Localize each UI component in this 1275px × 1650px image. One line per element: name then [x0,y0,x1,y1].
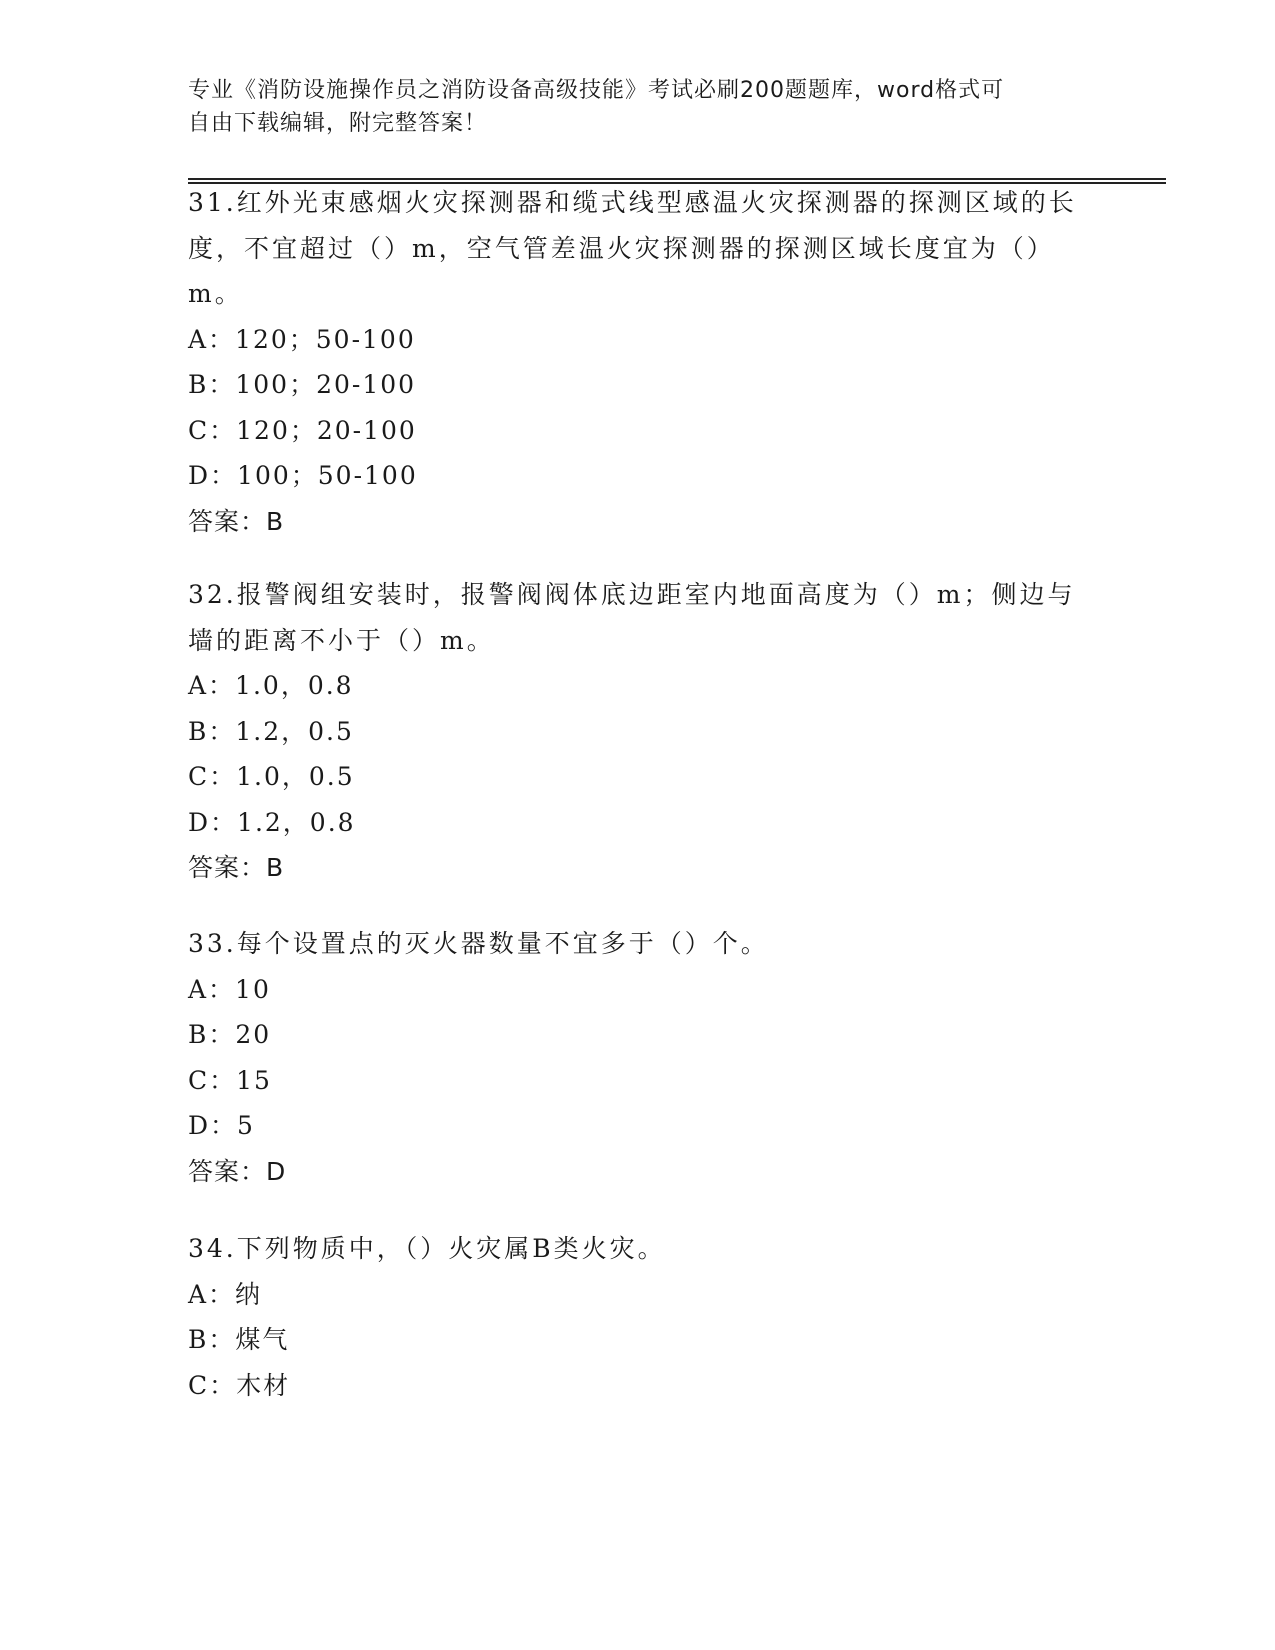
question-31 [188,180,1088,544]
option-c: C：120；20-100 [188,415,417,445]
option-d: D：1.2，0.8 [188,807,356,837]
answer: 答案：B [188,853,285,882]
option-b: B：100；20-100 [188,370,417,399]
option-a: A：10 [188,974,271,1004]
option-d: D：100；50-100 [188,461,418,490]
option-c: C：1.0，0.5 [188,762,355,791]
question-stem: 33.每个设置点的灭火器数量不宜多于（）个。 [188,929,769,958]
header-line-1: 专业《消防设施操作员之消防设备高级技能》考试必刷200题题库，word格式可 [188,78,1005,103]
option-b: B：煤气 [188,1325,290,1354]
question-34 [188,1226,1088,1408]
option-b: B：20 [188,1020,272,1049]
document-header [188,74,1068,140]
option-a: A：120；50-100 [188,324,416,354]
answer: 答案：D [188,1156,287,1186]
answer: 答案：B [188,506,285,536]
question-stem: 31.红外光束感烟火灾探测器和缆式线型感温火灾探测器的探测区域的长度，不宜超过（）m，空气管差温火灾探测器的探测区域长度宜为（）m。 [188,188,1077,308]
question-stem: 34.下列物质中，（）火灾属B类火灾。 [188,1234,666,1263]
header-line-2: 自由下载编辑，附完整答案！ [188,111,488,136]
option-a: A：纳 [188,1279,263,1309]
option-a: A：1.0，0.8 [188,671,354,700]
option-c: C：15 [188,1065,272,1095]
question-stem: 32.报警阀组安装时，报警阀阀体底边距室内地面高度为（）m；侧边与墙的距离不小于（）m。 [188,580,1076,655]
option-d: D：5 [188,1111,255,1140]
question-33 [188,921,1088,1194]
question-32 [188,572,1088,891]
option-b: B：1.2，0.5 [188,716,354,746]
option-c: C：木材 [188,1370,291,1400]
